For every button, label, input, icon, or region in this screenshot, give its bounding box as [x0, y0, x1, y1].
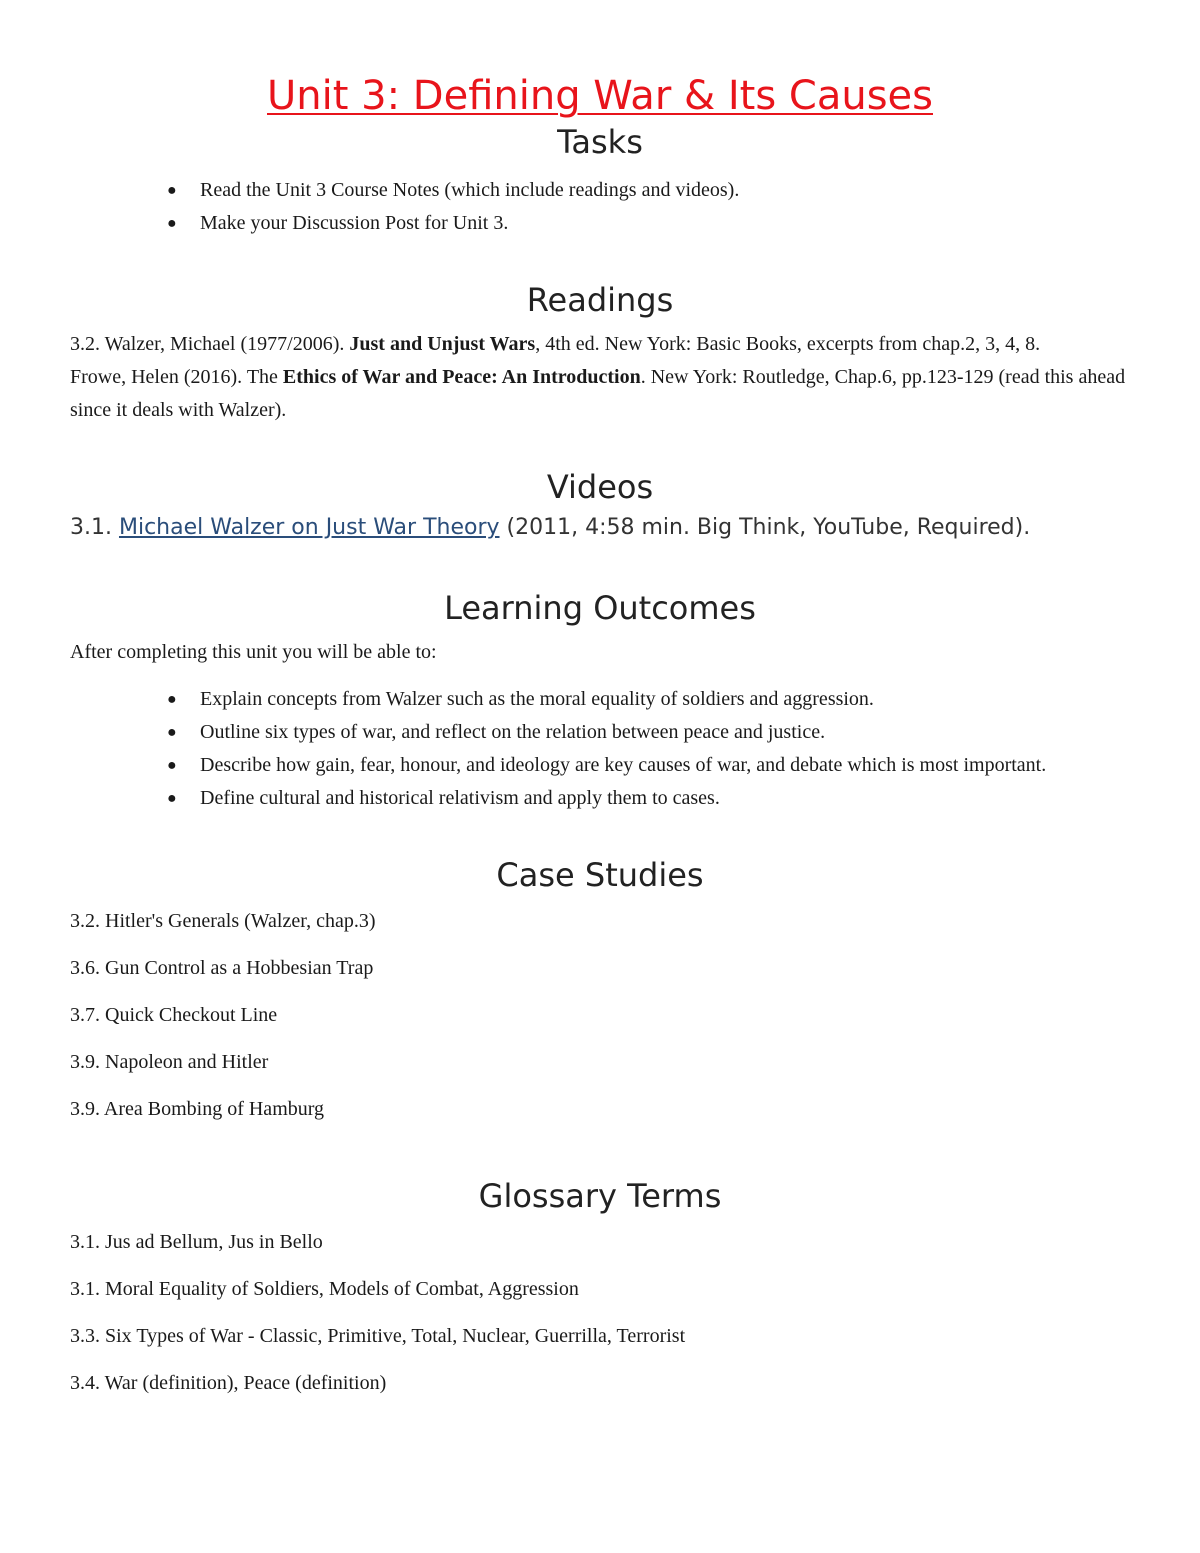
case-item: 3.7. Quick Checkout Line — [70, 1004, 278, 1026]
case-item: 3.2. Hitler's Generals (Walzer, chap.3) — [70, 910, 376, 932]
list-item: ● Read the Unit 3 Course Notes (which include readings and videos). — [70, 174, 1130, 207]
glossary-item: 3.1. Jus ad Bellum, Jus in Bello — [70, 1231, 323, 1253]
bullet-icon: ● — [167, 757, 177, 774]
reading-walzer: 3.2. Walzer, Michael (1977/2006). Just and Unjust Wars, 4th ed. New York: Basic Books, excerpts from chap.2, 3, 4, 8. — [70, 333, 1041, 355]
document-page — [70, 70, 1130, 1414]
outcomes-list — [70, 683, 1130, 815]
glossary-list — [70, 1226, 1130, 1400]
case-item: 3.6. Gun Control as a Hobbesian Trap — [70, 957, 374, 979]
glossary-heading: Glossary Terms — [478, 1177, 722, 1215]
outcomes-intro: After completing this unit you will be able to: — [70, 641, 437, 663]
cases-heading: Case Studies — [496, 856, 704, 894]
list-item: ● Describe how gain, fear, honour, and ideology are key causes of war, and debate which is most important. — [70, 749, 1130, 782]
glossary-item: 3.3. Six Types of War - Classic, Primitive, Total, Nuclear, Guerrilla, Terrorist — [70, 1325, 686, 1347]
glossary-item: 3.1. Moral Equality of Soldiers, Models of Combat, Aggression — [70, 1278, 579, 1300]
tasks-heading: Tasks — [557, 123, 643, 161]
bullet-icon: ● — [167, 182, 177, 199]
bullet-icon: ● — [167, 691, 177, 708]
page-title: Unit 3: Defining War & Its Causes — [267, 73, 933, 119]
list-item: ● Define cultural and historical relativism and apply them to cases. — [70, 782, 1130, 815]
bullet-icon: ● — [167, 215, 177, 232]
glossary-item: 3.4. War (definition), Peace (definition) — [70, 1372, 387, 1394]
case-item: 3.9. Area Bombing of Hamburg — [70, 1098, 325, 1120]
video-entry: 3.1. Michael Walzer on Just War Theory (2011, 4:58 min. Big Think, YouTube, Required). — [70, 515, 1031, 540]
readings-heading: Readings — [526, 281, 674, 319]
list-item: ● Explain concepts from Walzer such as the moral equality of soldiers and aggression. — [70, 683, 1130, 716]
list-item: ● Outline six types of war, and reflect on the relation between peace and justice. — [70, 716, 1130, 749]
case-item: 3.9. Napoleon and Hitler — [70, 1051, 269, 1073]
list-item: ● Make your Discussion Post for Unit 3. — [70, 207, 1130, 240]
tasks-list — [70, 174, 1130, 240]
reading-frowe: Frowe, Helen (2016). The Ethics of War and Peace: An Introduction. New York: Routledge, Chap.6, pp.123-129 (read this ahead since it deals with Walzer). — [70, 366, 1126, 421]
videos-heading: Videos — [546, 468, 654, 506]
bullet-icon: ● — [167, 724, 177, 741]
bullet-icon: ● — [167, 790, 177, 807]
outcomes-heading: Learning Outcomes — [444, 589, 756, 627]
video-link[interactable]: Michael Walzer on Just War Theory — [118, 515, 500, 540]
cases-list — [70, 905, 1130, 1126]
